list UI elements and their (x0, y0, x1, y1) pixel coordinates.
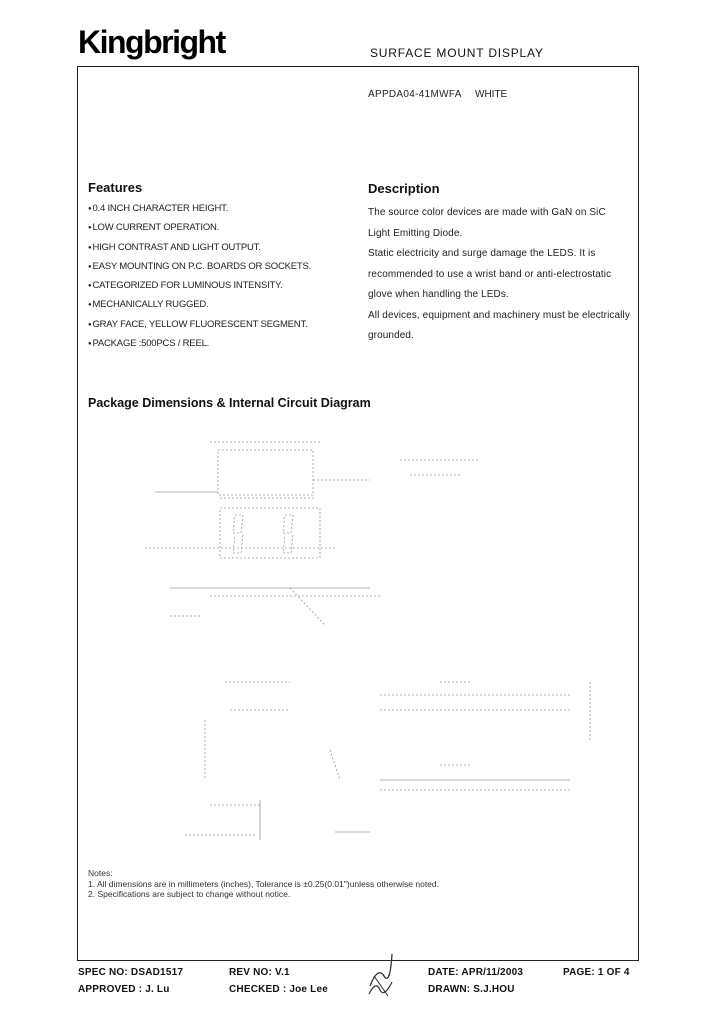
document-title: SURFACE MOUNT DISPLAY (370, 46, 544, 60)
list-item: ● EASY MOUNTING ON P.C. BOARDS OR SOCKETS. (88, 261, 358, 280)
features-heading: Features (88, 180, 143, 195)
page-number: PAGE: 1 OF 4 (563, 967, 630, 978)
spec-number: SPEC NO: DSAD1517 (78, 967, 184, 978)
package-heading: Package Dimensions & Internal Circuit Diagram (88, 396, 371, 410)
brand-logo: Kingbright (78, 24, 225, 60)
package-dimension-drawing (140, 420, 610, 840)
list-item: ● HIGH CONTRAST AND LIGHT OUTPUT. (88, 242, 358, 261)
leader-line (290, 588, 325, 625)
signature-mark (366, 946, 396, 1002)
list-item: ● MECHANICALLY RUGGED. (88, 299, 358, 318)
list-item: ● 0.4 INCH CHARACTER HEIGHT. (88, 203, 358, 222)
notes-block (88, 868, 439, 900)
description-body (368, 203, 630, 347)
note-item: 2. Specifications are subject to change without notice. (88, 889, 291, 899)
note-item: 1. All dimensions are in millimeters (inches), Tolerance is ±0.25(0.01")unless otherwise noted. (88, 878, 439, 889)
part-color: WHITE (475, 89, 508, 100)
approved-by: APPROVED : J. Lu (78, 984, 170, 995)
description-heading: Description (368, 181, 440, 196)
digit-segments (233, 515, 243, 553)
issue-date: DATE: APR/11/2003 (428, 967, 524, 978)
leader-line (330, 750, 340, 780)
list-item: ● LOW CURRENT OPERATION. (88, 222, 358, 241)
description-paragraph: The source color devices are made with GaN on SiC Light Emitting Diode. (368, 207, 606, 239)
description-paragraph: All devices, equipment and machinery must be electrically grounded. (368, 309, 630, 341)
drawn-by: DRAWN: S.J.HOU (428, 984, 515, 995)
features-list (88, 203, 358, 357)
top-view-body (218, 450, 313, 495)
digit-segments (283, 515, 293, 553)
revision-number: REV NO: V.1 (229, 967, 290, 978)
checked-by: CHECKED : Joe Lee (229, 984, 328, 995)
description-paragraph: Static electricity and surge damage the LEDS. It is recommended to use a wrist band or anti-electrostatic glove when handling the LEDs. (368, 248, 612, 300)
part-number: APPDA04-41MWFA (368, 89, 462, 100)
list-item: ● CATEGORIZED FOR LUMINOUS INTENSITY. (88, 280, 358, 299)
notes-heading: Notes: (88, 868, 113, 878)
list-item: ● GRAY FACE, YELLOW FLUORESCENT SEGMENT. (88, 319, 358, 338)
list-item: ● PACKAGE :500PCS / REEL. (88, 338, 358, 357)
